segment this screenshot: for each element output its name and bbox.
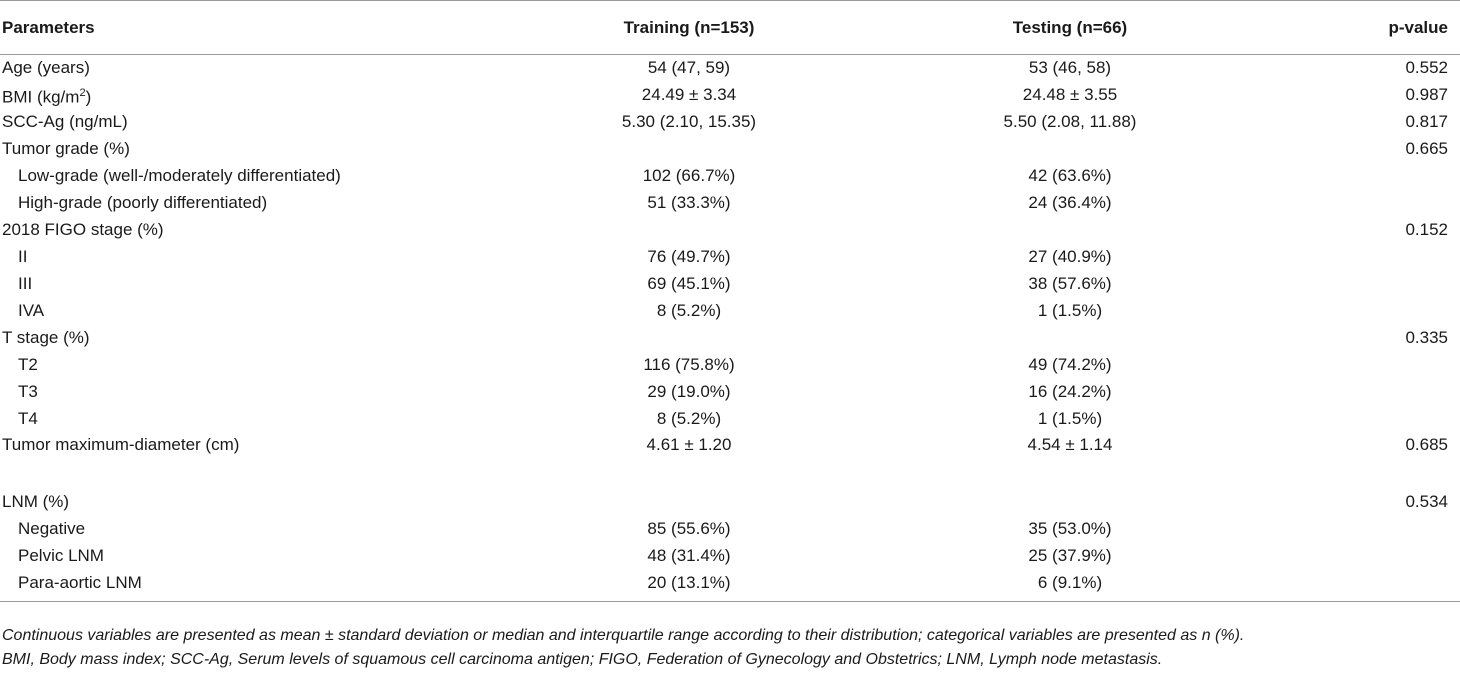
table-header-row — [0, 1, 1460, 55]
cell-training: 48 (31.4%) — [647, 546, 731, 565]
cell-parameter: Low-grade (well-/moderately differentiated) — [18, 166, 341, 185]
cell-testing: 5.50 (2.08, 11.88) — [1003, 112, 1137, 131]
cell-training: 69 (45.1%) — [647, 274, 731, 293]
table-row — [0, 244, 1460, 271]
table-row — [0, 433, 1460, 489]
cell-testing — [878, 136, 1262, 163]
table-row — [0, 543, 1460, 570]
cell-training: 54 (47, 59) — [647, 58, 731, 78]
cell-training — [500, 136, 878, 163]
cell-parameter: T3 — [18, 382, 38, 401]
cell-p-value: 0.552 — [1405, 58, 1448, 78]
cell-testing: 27 (40.9%) — [1028, 247, 1112, 266]
cell-parameter: T stage (%) — [2, 328, 90, 347]
cell-testing: 42 (63.6%) — [1028, 166, 1112, 185]
table-row — [0, 298, 1460, 325]
footnote-line-1: Continuous variables are presented as mean ± standard deviation or median and interquartile range according to their distribution; categorical variables are presented as n (%). — [2, 627, 1245, 644]
cell-training — [500, 217, 878, 244]
cell-testing: 24 (36.4%) — [1028, 193, 1112, 212]
cell-training: 116 (75.8%) — [643, 355, 735, 374]
cell-testing: 16 (24.2%) — [1028, 382, 1112, 401]
cell-p-value: 0.534 — [1405, 492, 1448, 511]
cell-testing: 1 (1.5%) — [1037, 301, 1103, 320]
parameter-superscript: 2 — [79, 86, 86, 99]
cell-testing — [878, 489, 1262, 516]
cell-training: 51 (33.3%) — [647, 193, 731, 212]
cell-p-value: 0.665 — [1405, 139, 1448, 158]
table-row — [0, 352, 1460, 379]
cell-parameter: SCC-Ag (ng/mL) — [2, 112, 128, 131]
cell-parameter — [0, 82, 500, 109]
table-row — [0, 82, 1460, 109]
table-row — [0, 163, 1460, 190]
cell-p-value — [1262, 379, 1460, 406]
cell-testing: 35 (53.0%) — [1028, 519, 1112, 538]
table-row — [0, 136, 1460, 163]
cell-training: 24.49 ± 3.34 — [641, 85, 737, 104]
cell-parameter: 2018 FIGO stage (%) — [2, 220, 164, 239]
header-parameters: Parameters — [0, 1, 500, 55]
cell-parameter: LNM (%) — [2, 492, 70, 511]
header-training: Training (n=153) — [500, 1, 878, 55]
cell-training: 29 (19.0%) — [647, 382, 731, 401]
cell-testing — [878, 217, 1262, 244]
cell-p-value — [1262, 163, 1460, 190]
cell-parameter: High-grade (poorly differentiated) — [18, 193, 268, 212]
cell-parameter: Pelvic LNM — [18, 546, 104, 565]
cell-p-value — [1262, 298, 1460, 325]
cell-p-value: 0.335 — [1405, 328, 1448, 347]
cell-testing: 38 (57.6%) — [1028, 274, 1112, 293]
table-row — [0, 406, 1460, 433]
cell-parameter: IVA — [18, 301, 45, 320]
cell-testing: 24.48 ± 3.55 — [1022, 85, 1118, 104]
cell-p-value — [1262, 406, 1460, 433]
table-row — [0, 271, 1460, 298]
cell-training: 76 (49.7%) — [647, 247, 731, 266]
cell-training: 8 (5.2%) — [656, 301, 722, 320]
cell-p-value — [1262, 271, 1460, 298]
table-row — [0, 570, 1460, 602]
cell-training — [500, 325, 878, 352]
cell-training: 20 (13.1%) — [500, 570, 878, 602]
cell-training: 102 (66.7%) — [642, 166, 736, 185]
cell-training: 8 (5.2%) — [656, 409, 722, 428]
table-row — [0, 489, 1460, 516]
table-row — [0, 325, 1460, 352]
cell-testing: 1 (1.5%) — [1037, 409, 1103, 428]
header-p-value: p-value — [1262, 1, 1460, 55]
cell-p-value — [1262, 570, 1460, 602]
cell-p-value — [1262, 190, 1460, 217]
table-row — [0, 516, 1460, 543]
cell-p-value — [1262, 516, 1460, 543]
cell-p-value: 0.152 — [1405, 220, 1448, 239]
cell-testing: 53 (46, 58) — [1028, 58, 1112, 78]
table-footnote — [2, 624, 1452, 672]
table-row — [0, 217, 1460, 244]
cell-training: 5.30 (2.10, 15.35) — [621, 112, 757, 131]
parameter-text: BMI (kg/m — [2, 87, 80, 107]
cell-parameter: Para-aortic LNM — [0, 570, 500, 602]
cell-parameter: II — [18, 247, 28, 266]
parameter-text-after: ) — [85, 87, 92, 107]
cell-testing — [878, 325, 1262, 352]
cell-p-value: 0.685 — [1405, 434, 1448, 454]
cell-parameter: III — [18, 274, 33, 293]
cell-testing: 4.54 ± 1.14 — [1027, 434, 1113, 454]
cell-training — [500, 489, 878, 516]
footnote-line-2: BMI, Body mass index; SCC-Ag, Serum levels of squamous cell carcinoma antigen; FIGO, Federation of Gynecology and Obstetrics; LNM, Lymph node metastasis. — [2, 651, 1163, 668]
cell-parameter: Negative — [18, 519, 86, 538]
table-row — [0, 190, 1460, 217]
cell-p-value: 0.987 — [1405, 85, 1448, 104]
cell-parameter: Tumor grade (%) — [2, 139, 130, 158]
cell-parameter: T4 — [18, 409, 38, 428]
table-row — [0, 55, 1460, 82]
cell-parameter: Age (years) — [2, 58, 90, 78]
table-row — [0, 379, 1460, 406]
cell-testing: 6 (9.1%) — [878, 570, 1262, 602]
cell-p-value — [1262, 543, 1460, 570]
table-row — [0, 109, 1460, 136]
cell-p-value — [1262, 244, 1460, 271]
cell-training: 4.61 ± 1.20 — [646, 434, 732, 454]
table-body — [0, 55, 1460, 602]
header-testing: Testing (n=66) — [878, 1, 1262, 55]
cell-training: 85 (55.6%) — [647, 519, 731, 538]
cell-testing: 25 (37.9%) — [1028, 546, 1112, 565]
cell-parameter: T2 — [18, 355, 38, 374]
cell-p-value — [1262, 352, 1460, 379]
cell-testing: 49 (74.2%) — [1028, 355, 1112, 374]
cell-parameter: Tumor maximum-diameter (cm) — [2, 434, 240, 454]
cell-p-value: 0.817 — [1405, 112, 1448, 131]
